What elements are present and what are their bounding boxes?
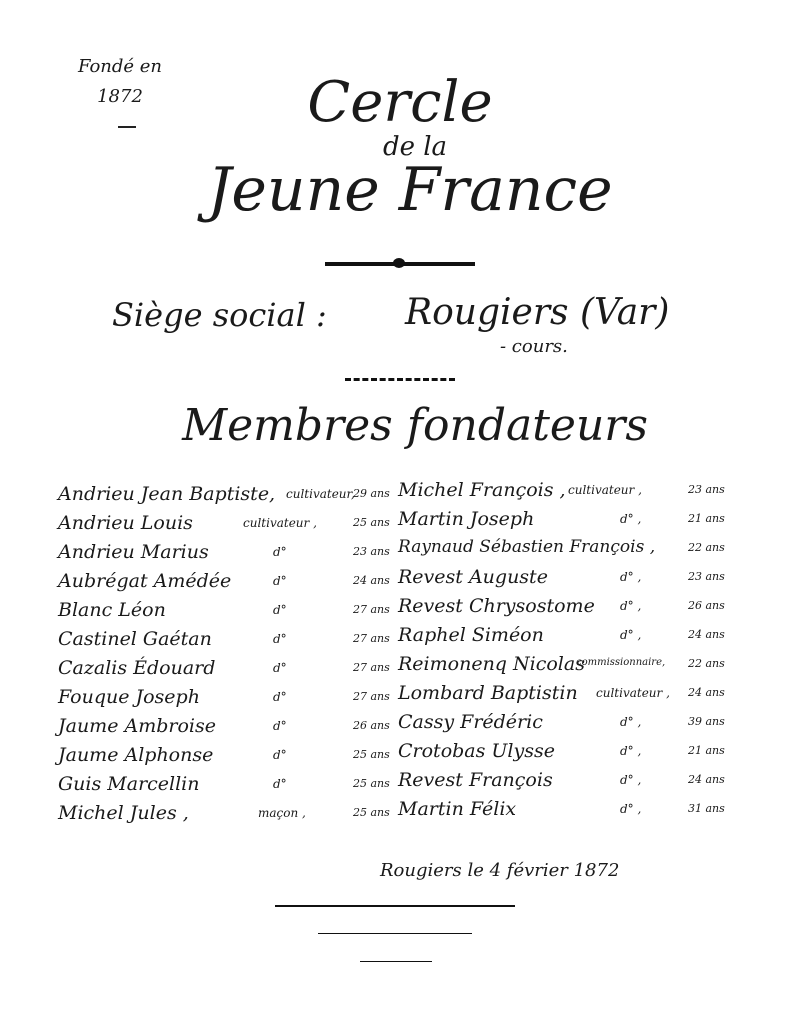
closing-rule [360, 961, 432, 962]
member-name: Crotobas Ulysse [398, 740, 555, 762]
member-occupation: cultivateur, [286, 487, 355, 501]
list-item [398, 595, 738, 625]
member-age: 25 ans [353, 806, 390, 819]
member-name: Revest Auguste [398, 566, 548, 588]
title-ornament [325, 262, 475, 266]
member-name: Martin Joseph [398, 508, 535, 530]
member-occupation: d° [273, 632, 287, 646]
list-item [398, 798, 738, 828]
member-occupation: cultivateur , [568, 483, 642, 497]
member-name: Revest Chrysostome [398, 595, 595, 617]
member-age: 27 ans [353, 632, 390, 645]
title-de-la: de la [382, 132, 448, 162]
member-name: Michel François , [398, 479, 566, 501]
list-item [398, 508, 738, 538]
member-age: 21 ans [688, 744, 725, 757]
section-ornament [345, 378, 455, 384]
member-occupation: d° [273, 690, 287, 704]
members-heading: Membres fondateurs [182, 400, 648, 451]
list-item [58, 570, 393, 600]
member-occupation: d° , [620, 773, 642, 787]
list-item [58, 657, 393, 687]
member-name: Cazalis Édouard [58, 657, 216, 679]
member-occupation: d° , [620, 512, 642, 526]
member-occupation: d° , [620, 802, 642, 816]
member-age: 22 ans [688, 657, 725, 670]
siege-label: Siège social : [112, 296, 327, 334]
member-name: Andrieu Louis [58, 512, 193, 534]
closing-rule [275, 905, 515, 907]
list-item [398, 682, 738, 712]
member-age: 25 ans [353, 748, 390, 761]
member-age: 26 ans [688, 599, 725, 612]
member-name: Jaume Alphonse [58, 744, 214, 766]
member-name: Martin Félix [398, 798, 517, 820]
member-name: Lombard Baptistin [398, 682, 578, 704]
member-occupation: d° , [620, 628, 642, 642]
member-age: 22 ans [688, 541, 725, 554]
list-item [58, 773, 393, 803]
list-item [58, 628, 393, 658]
title-jeune-france: Jeune France [207, 155, 613, 225]
member-name: Jaume Ambroise [58, 715, 216, 737]
member-occupation: d° , [620, 570, 642, 584]
member-occupation: commissionnaire, [576, 657, 666, 668]
title-cercle: Cercle [307, 70, 493, 135]
member-age: 26 ans [353, 719, 390, 732]
member-age: 31 ans [688, 802, 725, 815]
member-occupation: d° [273, 777, 287, 791]
list-item [398, 566, 738, 596]
member-name: Andrieu Marius [58, 541, 209, 563]
list-item [58, 686, 393, 716]
member-name: Fouque Joseph [58, 686, 200, 708]
list-item [58, 541, 393, 571]
siege-value: Rougiers (Var) [405, 292, 670, 333]
member-occupation: d° [273, 661, 287, 675]
member-occupation: maçon , [258, 806, 306, 820]
closing-rule [318, 933, 472, 934]
list-item [58, 512, 393, 542]
siege-sub: - cours. [500, 336, 568, 357]
member-occupation: d° , [620, 715, 642, 729]
founded-label: Fondé en [77, 56, 163, 77]
place-date: Rougiers le 4 février 1872 [380, 860, 620, 881]
member-age: 23 ans [353, 545, 390, 558]
member-occupation: d° [273, 545, 287, 559]
member-name: Raynaud Sébastien François , [398, 537, 656, 557]
member-occupation: d° , [620, 744, 642, 758]
member-age: 27 ans [353, 603, 390, 616]
member-occupation: d° [273, 574, 287, 588]
member-occupation: d° [273, 719, 287, 733]
member-age: 24 ans [353, 574, 390, 587]
list-item [398, 624, 738, 654]
member-occupation: d° [273, 603, 287, 617]
list-item [58, 802, 393, 832]
member-age: 24 ans [688, 773, 725, 786]
member-age: 24 ans [688, 686, 725, 699]
members-list [0, 475, 800, 835]
member-age: 21 ans [688, 512, 725, 525]
member-name: Michel Jules , [58, 802, 189, 824]
member-occupation: cultivateur , [596, 686, 670, 700]
list-item [58, 483, 393, 513]
list-item [398, 537, 738, 567]
member-name: Reimonenq Nicolas [398, 653, 585, 675]
member-age: 23 ans [688, 570, 725, 583]
member-age: 24 ans [688, 628, 725, 641]
member-name: Cassy Frédéric [398, 711, 543, 733]
member-occupation: cultivateur , [243, 516, 317, 530]
list-item [398, 769, 738, 799]
member-age: 23 ans [688, 483, 725, 496]
member-name: Castinel Gaétan [58, 628, 212, 650]
list-item [58, 599, 393, 629]
member-occupation: d° [273, 748, 287, 762]
founded-year: 1872 [97, 86, 143, 107]
member-occupation: d° , [620, 599, 642, 613]
member-name: Revest François [398, 769, 553, 791]
member-name: Guis Marcellin [58, 773, 200, 795]
member-age: 25 ans [353, 516, 390, 529]
list-item [398, 740, 738, 770]
list-item [58, 715, 393, 745]
member-age: 25 ans [353, 777, 390, 790]
list-item [398, 711, 738, 741]
member-name: Andrieu Jean Baptiste, [58, 483, 276, 505]
list-item [398, 653, 738, 683]
member-name: Blanc Léon [58, 599, 166, 621]
member-age: 27 ans [353, 690, 390, 703]
list-item [58, 744, 393, 774]
member-age: 39 ans [688, 715, 725, 728]
member-name: Aubrégat Amédée [58, 570, 232, 592]
list-item [398, 479, 738, 509]
member-age: 29 ans [353, 487, 390, 500]
member-age: 27 ans [353, 661, 390, 674]
member-name: Raphel Siméon [398, 624, 544, 646]
